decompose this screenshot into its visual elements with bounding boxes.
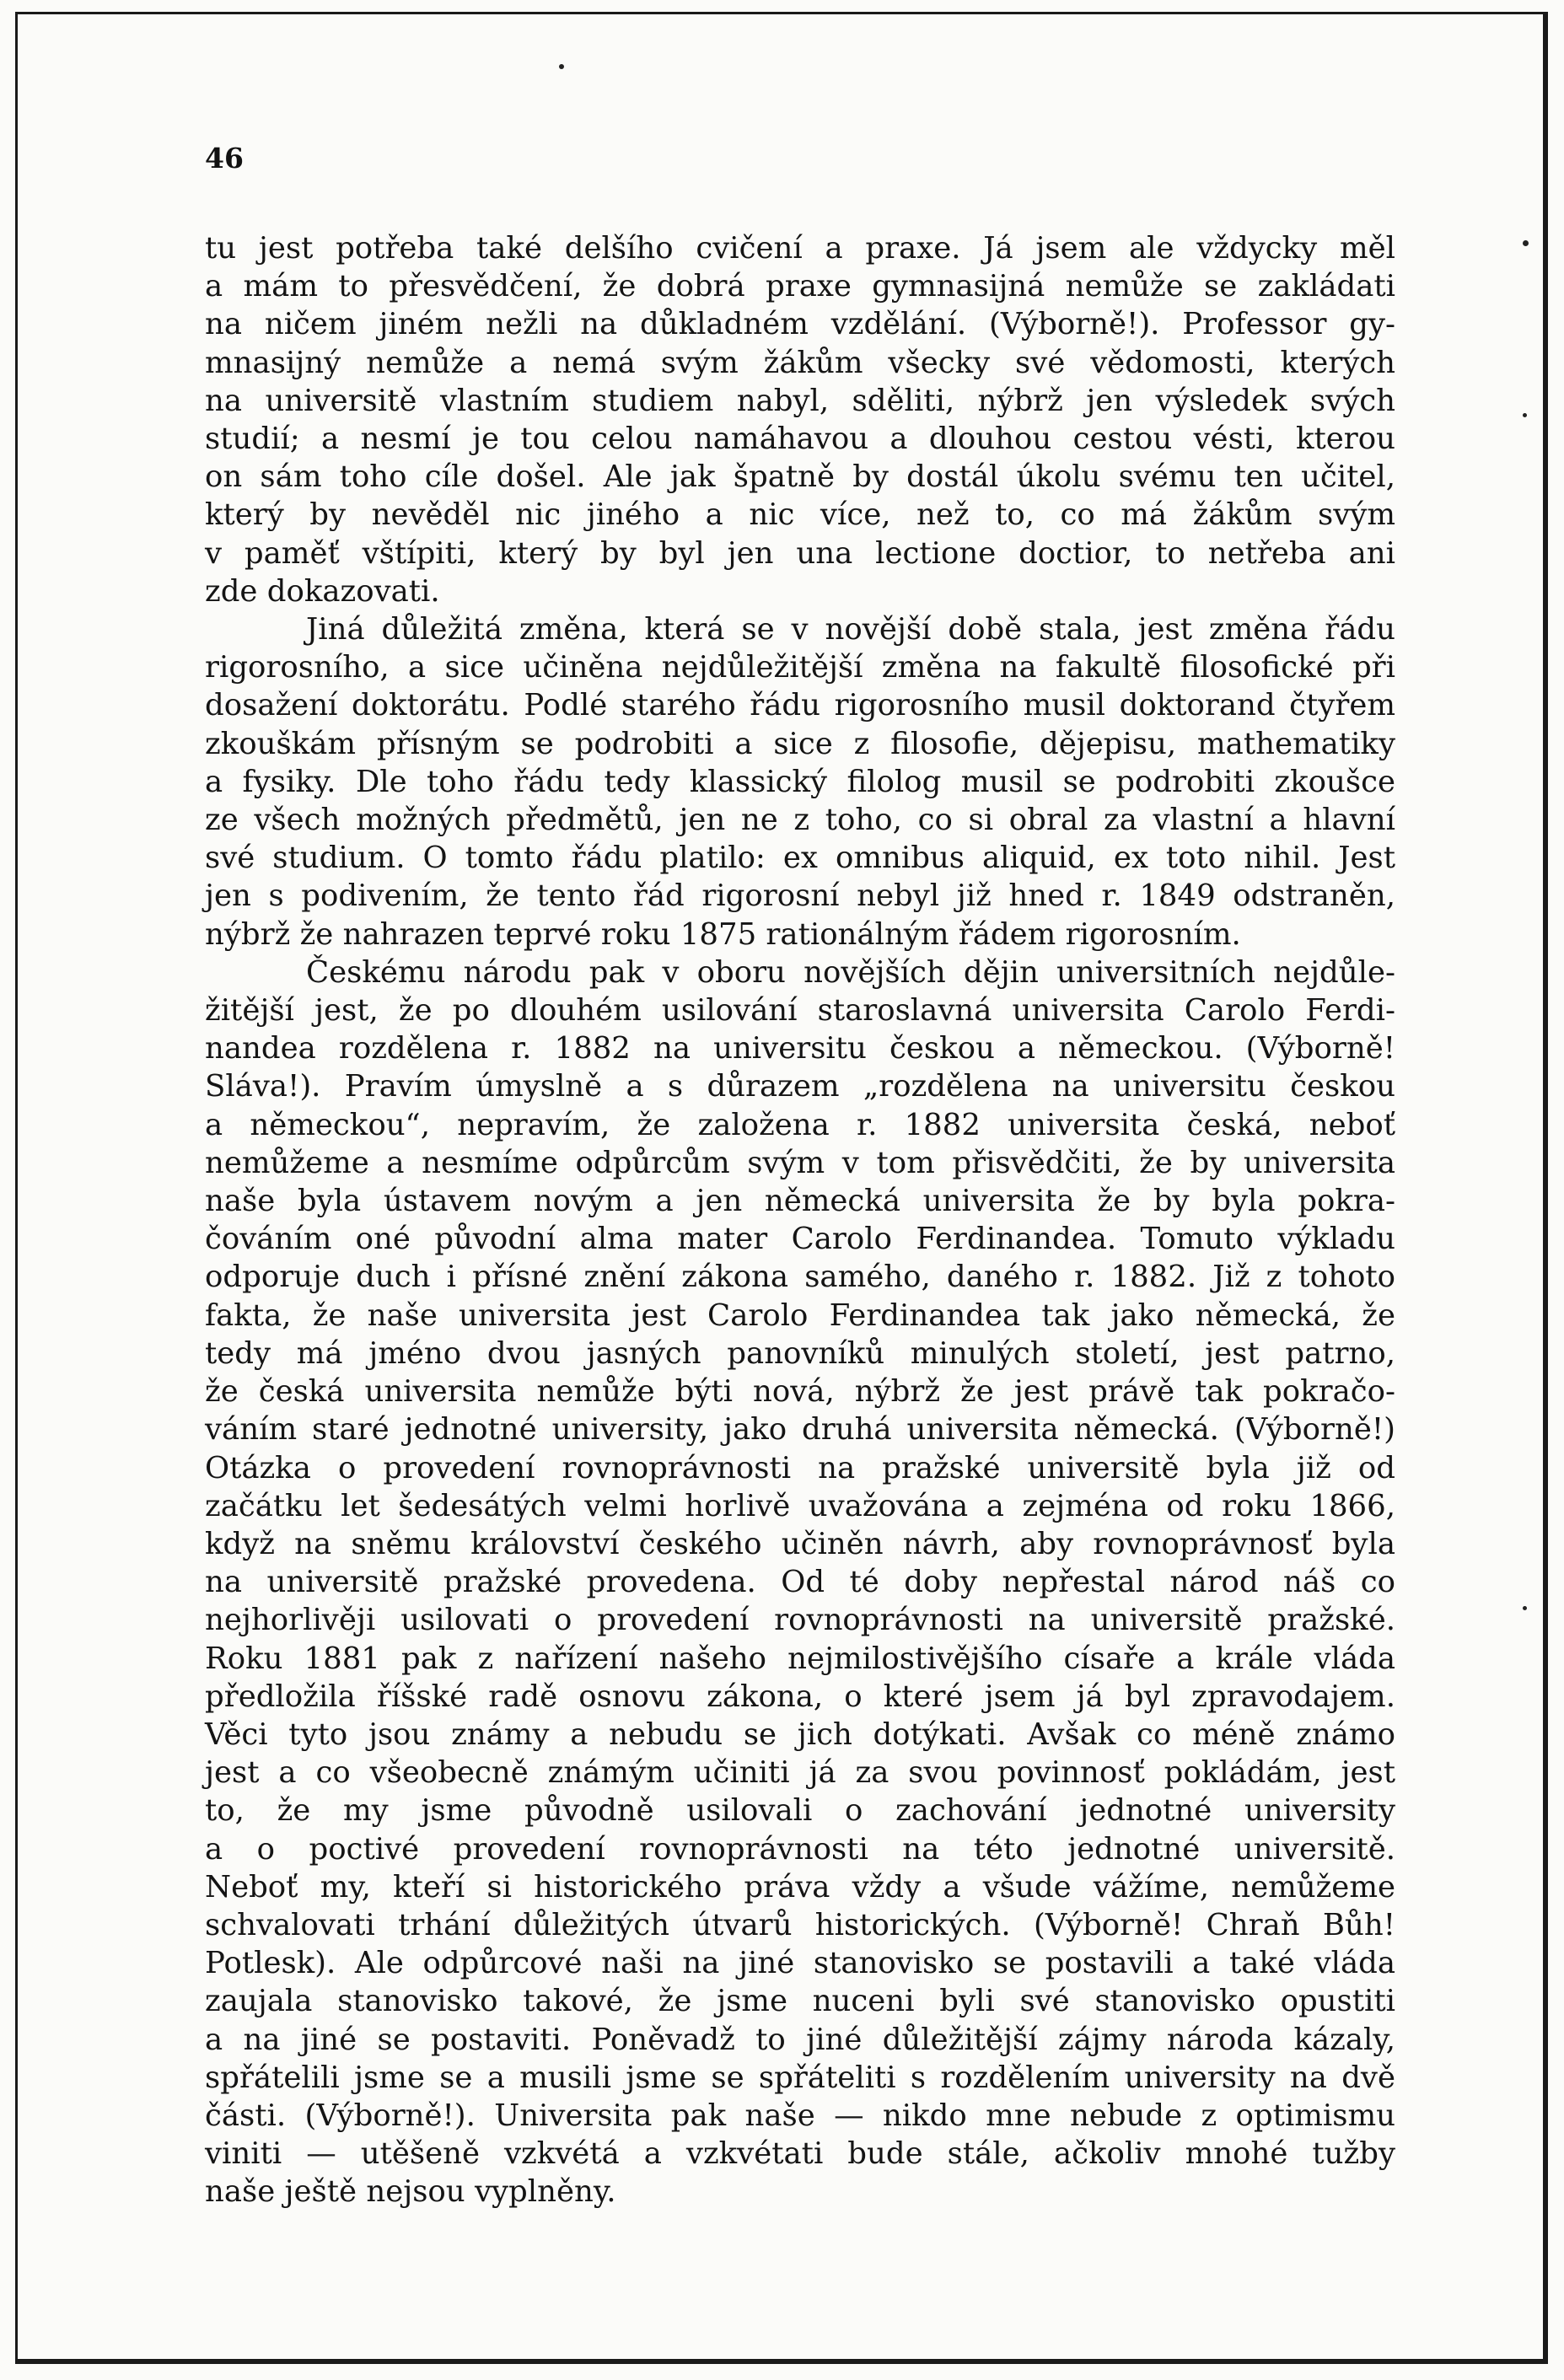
text-line: Českému národu pak v oboru novějších dějin universitních nejdůle- (306, 954, 1395, 990)
text-line: naše ještě nejsou vyplněny. (205, 2174, 616, 2210)
text-line: zaujala stanovisko takové, že jsme nuceni byli své stanovisko opustiti (205, 1984, 1395, 2019)
text-line: odporuje duch i přísné znění zákona samého, daného r. 1882. Již z tohoto (205, 1260, 1395, 1295)
text-line: předložila říšské radě osnovu zákona, o které jsem já byl zpravodajem. (205, 1679, 1395, 1714)
text-line: a o poctivé provedení rovnoprávnosti na této jednotné universitě. (205, 1831, 1395, 1867)
text-line: on sám toho cíle došel. Ale jak špatně by dostál úkolu svému ten učitel, (205, 459, 1395, 495)
text-line: své studium. O tomto řádu platilo: ex omnibus aliquid, ex toto nihil. Jest (205, 841, 1395, 876)
text-line: nemůžeme a nesmíme odpůrcům svým v tom přisvědčiti, že by universita (205, 1145, 1395, 1180)
text-line: a na jiné se postaviti. Poněvadž to jiné důležitější zájmy národa kázaly, (205, 2022, 1395, 2057)
scan-speck (1523, 1606, 1527, 1610)
text-line: fakta, že naše universita jest Carolo Ferdinandea tak jako německá, že (205, 1297, 1395, 1333)
text-line: rigorosního, a sice učiněna nejdůležitější změna na fakultě filosofické při (205, 650, 1395, 685)
text-line: čováním oné původní alma mater Carolo Ferdinandea. Tomuto výkladu (205, 1222, 1395, 1257)
text-line: na ničem jiném nežli na důkladném vzdělání. (Výborně!). Professor gy- (205, 307, 1395, 342)
text-line: váním staré jednotné university, jako druhá universita německá. (Výborně!) (205, 1412, 1395, 1448)
text-line: tu jest potřeba také delšího cvičení a praxe. Já jsem ale vždycky měl (205, 231, 1395, 266)
text-line: který by nevěděl nic jiného a nic více, než to, co má žákům svým (205, 497, 1395, 533)
text-line: tedy má jméno dvou jasných panovníků minulých století, jest patrno, (205, 1335, 1395, 1371)
body-text (205, 229, 1395, 2211)
text-line: naše byla ústavem novým a jen německá universita že by byla pokra- (205, 1184, 1395, 1219)
text-line: zkouškám přísným se podrobiti a sice z filosofie, dějepisu, mathematiky (205, 726, 1395, 761)
text-line: na universitě vlastním studiem nabyl, sděliti, nýbrž jen výsledek svých (205, 383, 1395, 418)
text-line: to, že my jsme původně usilovali o zachování jednotné university (205, 1793, 1395, 1829)
text-line: a mám to přesvědčení, že dobrá praxe gymnasijná nemůže se zakládati (205, 269, 1395, 304)
text-line: nýbrž že nahrazen teprvé roku 1875 rationálným řádem rigorosním. (205, 916, 1241, 952)
text-line: začátku let šedesátých velmi horlivě uvažována a zejména od roku 1866, (205, 1488, 1395, 1523)
text-line: dosažení doktorátu. Podlé starého řádu rigorosního musil doktorand čtyřem (205, 688, 1395, 723)
text-line: viniti — utěšeně vzkvétá a vzkvétati bude stále, ačkoliv mnohé tužby (205, 2136, 1395, 2172)
text-line: Jiná důležitá změna, která se v novější době stala, jest změna řádu (306, 612, 1395, 647)
text-line: v paměť vštípiti, který by byl jen una lectione doctior, to netřeba ani (205, 535, 1395, 571)
text-line: jest a co všeobecně známým učiniti já za svou povinnosť pokládám, jest (205, 1755, 1395, 1791)
text-line: zde dokazovati. (205, 573, 440, 609)
text-line: Neboť my, kteří si historického práva vždy a všude vážíme, nemůžeme (205, 1869, 1395, 1905)
text-line: Roku 1881 pak z nařízení našeho nejmilostivějšího císaře a krále vláda (205, 1641, 1395, 1676)
text-line: jen s podivením, že tento řád rigorosní nebyl již hned r. 1849 odstraněn, (205, 878, 1395, 914)
text-line: žitější jest, že po dlouhém usilování staroslavná universita Carolo Ferdi- (205, 993, 1395, 1029)
text-line: ze všech možných předmětů, jen ne z toho, co si obral za vlastní a hlavní (205, 803, 1395, 838)
text-line: studií; a nesmí je tou celou namáhavou a dlouhou cestou vésti, kterou (205, 422, 1395, 457)
text-line: když na sněmu království českého učiněn návrh, aby rovnoprávnosť byla (205, 1526, 1395, 1561)
scan-speck (559, 64, 564, 69)
text-line: Potlesk). Ale odpůrcové naši na jiné stanovisko se postavili a také vláda (205, 1946, 1395, 1981)
text-line: schvalovati trhání důležitých útvarů historických. (Výborně! Chraň Bůh! (205, 1907, 1395, 1942)
text-line: nejhorlivěji usilovati o provedení rovnoprávnosti na universitě pražské. (205, 1603, 1395, 1638)
page-number: 46 (205, 142, 244, 175)
scan-speck (1523, 240, 1529, 246)
text-line: Sláva!). Pravím úmyslně a s důrazem „rozdělena na universitu českou (205, 1069, 1395, 1104)
text-line: nandea rozdělena r. 1882 na universitu českou a německou. (Výborně! (205, 1031, 1395, 1066)
text-line: části. (Výborně!). Universita pak naše — nikdo mne nebude z optimismu (205, 2098, 1395, 2133)
text-line: a fysiky. Dle toho řádu tedy klassický filolog musil se podrobiti zkoušce (205, 764, 1395, 799)
scan-speck (1523, 413, 1527, 417)
text-line: a německou“, nepravím, že založena r. 1882 universita česká, neboť (205, 1107, 1395, 1142)
text-line: mnasijný nemůže a nemá svým žákům všecky své vědomosti, kterých (205, 345, 1395, 380)
text-line: že česká universita nemůže býti nová, nýbrž že jest právě tak pokračo- (205, 1374, 1395, 1410)
text-line: na universitě pražské provedena. Od té doby nepřestal národ náš co (205, 1565, 1395, 1600)
text-line: spřátelili jsme se a musili jsme se spřáteliti s rozdělením university na dvě (205, 2060, 1395, 2095)
text-line: Otázka o provedení rovnoprávnosti na pražské universitě byla již od (205, 1450, 1395, 1485)
text-line: Věci tyto jsou známy a nebudu se jich dotýkati. Avšak co méně známo (205, 1717, 1395, 1752)
